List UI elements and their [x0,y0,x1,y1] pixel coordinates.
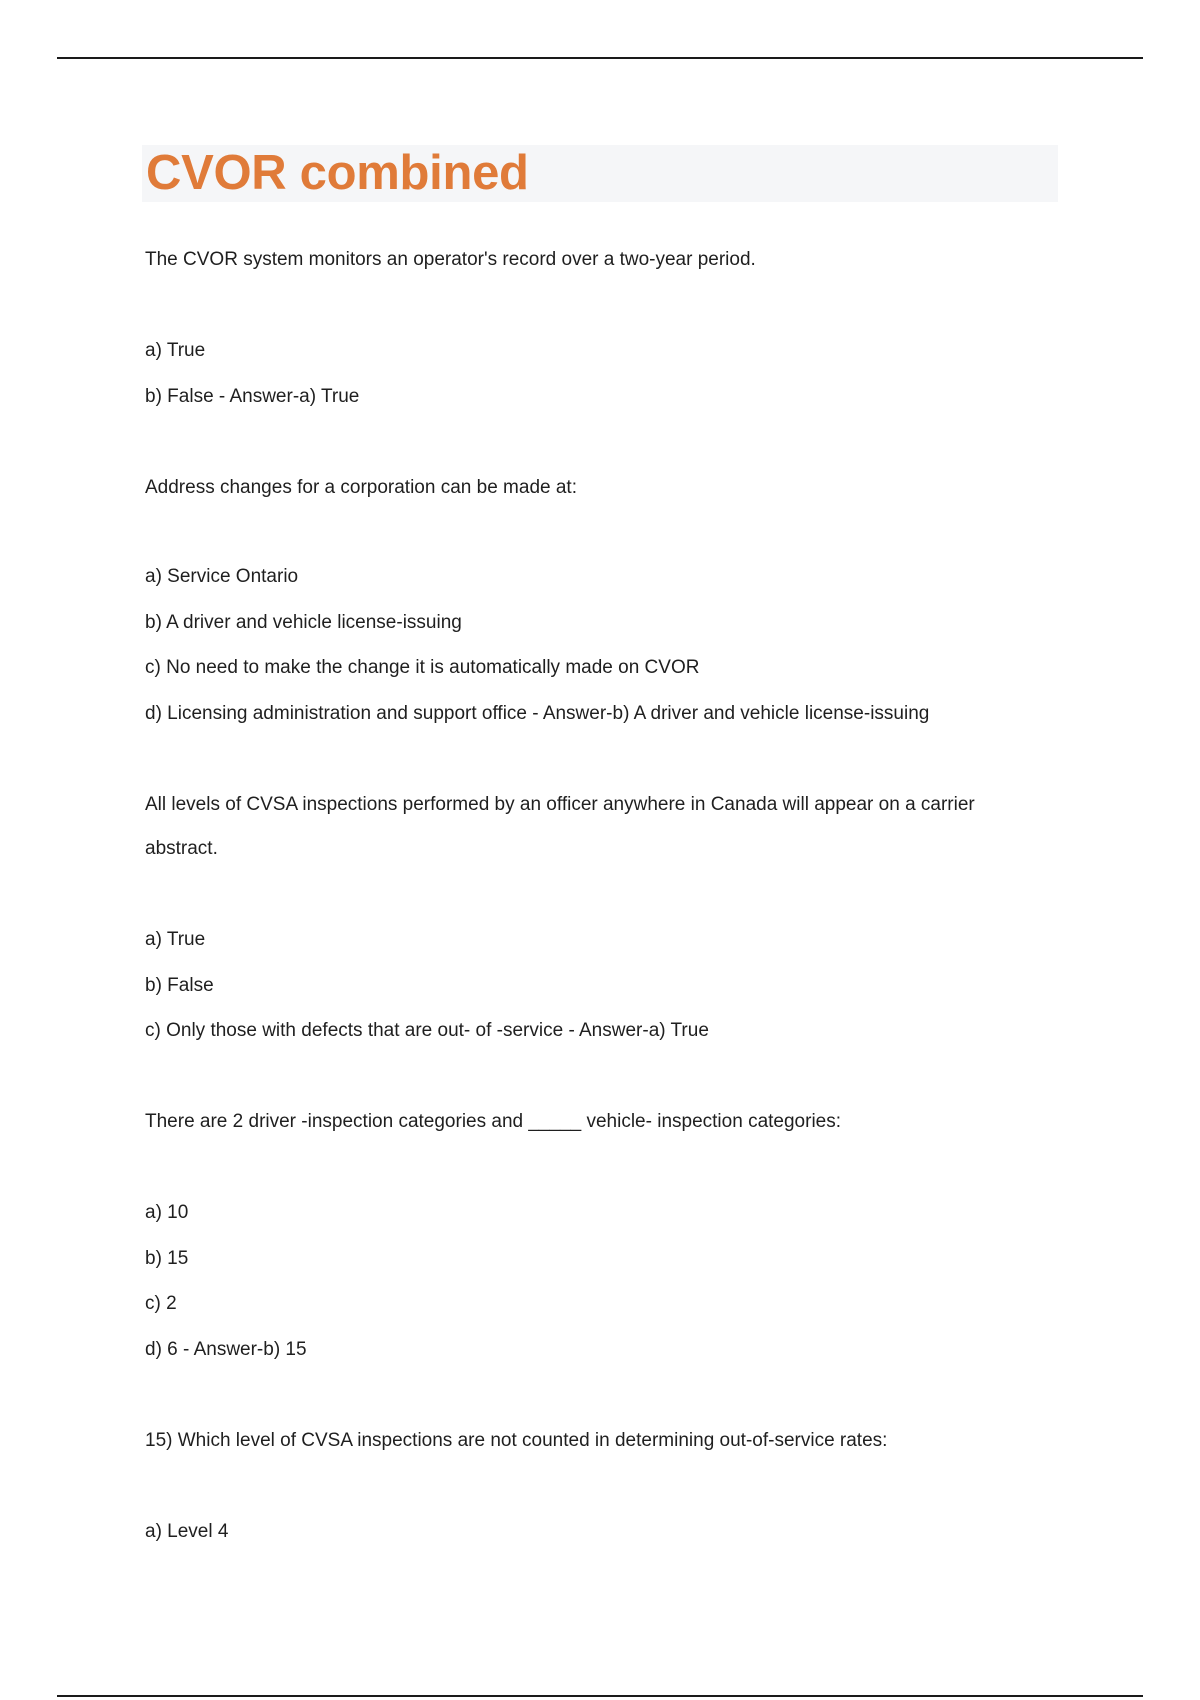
question-4-option-b: b) 15 [145,1248,189,1269]
top-rule [57,57,1143,59]
question-5-text: 15) Which level of CVSA inspections are not counted in determining out-of-service rates: [145,1430,888,1451]
question-4-option-c: c) 2 [145,1293,177,1314]
question-2-option-d-answer: d) Licensing administration and support office - Answer-b) A driver and vehicle license-issuing [145,703,930,724]
question-1-option-a: a) True [145,340,206,361]
question-2-option-c: c) No need to make the change it is automatically made on CVOR [145,657,700,678]
question-4-text: There are 2 driver -inspection categories and _____ vehicle- inspection categories: [145,1111,842,1132]
question-2-text: Address changes for a corporation can be made at: [145,477,577,498]
question-3-option-a: a) True [145,929,206,950]
question-3-option-c-answer: c) Only those with defects that are out- of -service - Answer-a) True [145,1020,709,1041]
question-2-option-a: a) Service Ontario [145,566,299,587]
question-1-option-b-answer: b) False - Answer-a) True [145,386,360,407]
question-4-option-a: a) 10 [145,1202,189,1223]
bottom-rule [57,1695,1143,1697]
question-2-option-b: b) A driver and vehicle license-issuing [145,612,462,633]
question-3-option-b: b) False [145,975,214,996]
question-1-text: The CVOR system monitors an operator's record over a two-year period. [145,249,756,270]
question-3-text-continued: abstract. [145,838,218,859]
question-4-option-d-answer: d) 6 - Answer-b) 15 [145,1339,307,1360]
document-title: CVOR combined [146,146,529,200]
question-5-option-a: a) Level 4 [145,1521,229,1542]
question-3-text: All levels of CVSA inspections performed by an officer anywhere in Canada will appear on a carrier [145,794,975,815]
